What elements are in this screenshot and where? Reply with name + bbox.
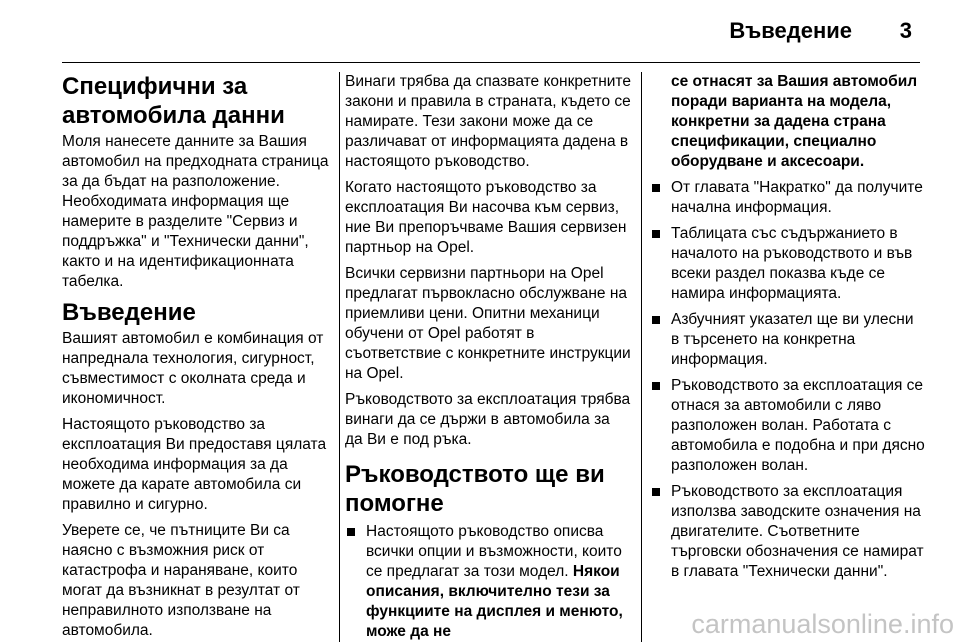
- paragraph: Моля нанесете данните за Вашия автомобил на предходната страница за да бъдат на разположение. Необходимата информация ще намерите в разделите "Сервиз и поддръжка" и "Технически данни", както и на идентификационната табелка.: [62, 133, 329, 290]
- list-item: Азбучният указател ще ви улесни в търсенето на конкретна информация.: [650, 310, 925, 370]
- paragraph: Всички сервизни партньори на Opel предлагат първокласно обслужване на приемливи цени. Опитни механици обучени от Opel работят в съответствие с конкретните инструкции на Opel.: [345, 265, 631, 382]
- column-divider-2: [641, 72, 642, 642]
- paragraph: Настоящото ръководство за експлоатация Ви предоставя цялата необходима информация за да можете да карате автомобила си правилно и сигурно.: [62, 416, 327, 513]
- bullet-text-bold: Някои описания, включително тези за функциите на дисплея и менюто, може да не: [366, 563, 623, 640]
- section-heading-introduction: Въведение: [62, 299, 196, 326]
- paragraph: Когато настоящото ръководство за експлоатация Ви насочва към сервиз, ние Ви препоръчваме Вашия сервизен партньор на Opel.: [345, 179, 627, 256]
- bullet-text: Настоящото ръководство описва всички опции и възможности, които се предлагат за този модел.: [366, 523, 622, 580]
- bullet-list: [650, 178, 925, 582]
- watermark: carmanualsonline.info: [691, 609, 954, 639]
- page-number: 3: [899, 18, 912, 43]
- column-2: [345, 72, 631, 642]
- column-1: [62, 72, 332, 642]
- list-item: От главата "Накратко" да получите начална информация.: [650, 178, 925, 218]
- bullet-list: [345, 522, 631, 642]
- list-item: Ръководството за експлоатация използва заводските означения на двигателите. Съответните търговски обозначения се намират в главата "Технически данни".: [650, 482, 925, 582]
- paragraph: Винаги трябва да спазвате конкретните закони и правила в страната, където се намирате. Тези закони може да се различават от информацията дадена в настоящото ръководство.: [345, 73, 631, 170]
- section-heading-manual-helps: Ръководството ще ви помогне: [345, 461, 605, 517]
- list-item: Таблицата със съдържанието в началото на ръководството и във всеки раздел показва къде се намира информацията.: [650, 224, 925, 304]
- list-item: Ръководството за експлоатация се отнася за автомобили с ляво разположен волан. Работата с автомобила е подобна и при дясно разположен волан.: [650, 376, 925, 476]
- bold-continuation: се отнасят за Вашия автомобил поради варианта на модела, конкретни за дадена страна спецификации, специално оборудване и аксесоари.: [671, 73, 918, 170]
- running-title: Въведение: [729, 18, 852, 43]
- paragraph: Вашият автомобил е комбинация от напреднала технология, сигурност, съвместимост с околната среда и икономичност.: [62, 330, 324, 407]
- paragraph: Уверете се, че пътниците Ви са наясно с възможния риск от катастрофа и нараняване, които могат да възникнат в резултат от неправилното използване на автомобила.: [62, 522, 300, 639]
- column-divider-1: [339, 72, 340, 642]
- paragraph: Ръководството за експлоатация трябва винаги да се държи в автомобила за да Ви е под ръка.: [345, 391, 631, 448]
- section-heading-vehicle-data: Специфични за автомобила данни: [62, 73, 285, 129]
- list-item: [345, 522, 631, 642]
- page-header: [62, 0, 920, 63]
- column-3: [650, 72, 925, 642]
